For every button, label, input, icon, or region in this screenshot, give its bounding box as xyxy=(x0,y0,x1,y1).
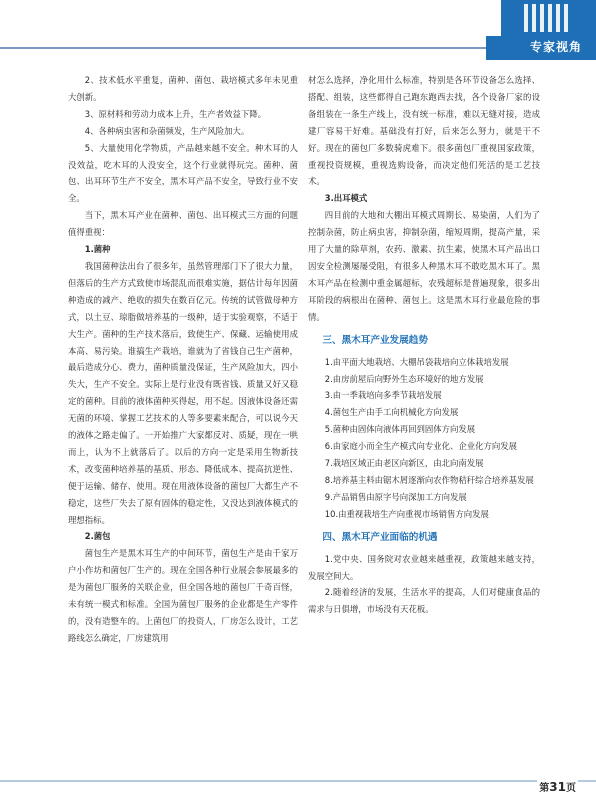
page-number-value: 31 xyxy=(549,780,566,794)
paragraph: 菌包生产是黑木耳生产的中间环节，菌包生产是由千家万户小作坊和菌包厂生产的。现在全国各种行业展会参展最多的是为菌包厂服务的关联企业，但全国各地的菌包厂千奇百怪，未有统一模式和标准。全国为菌包厂服务的企业都是生产零件的，没有造整车的。上菌包厂的投资人，厂房怎么设计，工艺路线怎么确定，厂房建筑用 xyxy=(68,548,298,643)
paragraph: 四目前的大地和大棚出耳模式周期长、易染菌，人们为了控制杂菌，防止病虫害，抑制杂菌，缩短周期，提高产量，采用了大量的除草剂，农药、激素、抗生素，使黑木耳产品出口因安全检测屡屡受阻，有很多人种黑木耳不敢吃黑木耳了。黑木耳产品在检测中重金属超标，农残超标是普遍现象，很多出耳阶段的病根出在菌种、菌包上。这是黑木耳行业最危险的事情。 xyxy=(308,210,540,322)
section-heading: 1.菌种 xyxy=(84,244,111,255)
paragraph: 7.栽培区域正由老区向新区，由北向南发展 xyxy=(324,458,484,469)
paragraph: 8.培养基主料由锯木屑逐渐向农作物秸秆综合培养基发展 xyxy=(324,474,534,485)
page-number xyxy=(537,779,578,794)
left-text-column xyxy=(68,72,298,647)
paragraph: 1.由平面大地栽培、大棚吊袋栽培向立体栽培发展 xyxy=(324,356,509,367)
paragraph: 4、各种病虫害和杂菌频发，生产风险加大。 xyxy=(84,125,250,136)
paragraph: 2.由房前屋后向野外生态环境好的地方发展 xyxy=(324,373,484,384)
paragraph: 3.由一季栽培向多季节栽培发展 xyxy=(324,390,442,401)
section-heading: 3.出耳模式 xyxy=(324,193,368,204)
paragraph: 5.菌种由固体向液体再回到固体方向发展 xyxy=(324,424,476,435)
paragraph: 10.由重视栽培生产向重视市场销售方向发展 xyxy=(324,508,489,519)
header-rule xyxy=(0,36,596,60)
page-suffix: 页 xyxy=(566,783,576,794)
page-header xyxy=(0,0,596,60)
right-text-column xyxy=(308,72,540,618)
paragraph: 5、大量使用化学物质，产品越来越不安全。种木耳的人没效益，吃木耳的人没安全，这个行业就得玩完。菌种、菌包、出耳环节生产不安全，黑木耳产品不安全，导致行业不安全。 xyxy=(68,142,298,204)
paragraph: 4.菌包生产由手工向机械化方向发展 xyxy=(324,407,459,418)
section-heading: 三、黑木耳产业发展趋势 xyxy=(322,334,428,346)
paragraph: 1.党中央、国务院对农业越来越重视，政策越来越支持，发展空间大。 xyxy=(308,553,540,581)
paragraph: 2.随着经济的发展，生活水平的提高，人们对健康食品的需求与日俱增，市场没有天花板。 xyxy=(308,587,540,615)
paragraph: 2、技术低水平重复，菌种、菌包、栽培模式多年未见重大创新。 xyxy=(68,75,298,102)
paragraph: 3、原材料和劳动力成本上升，生产者效益下降。 xyxy=(84,108,266,119)
paragraph: 6.由家庭小而全生产模式向专业化、企业化方向发展 xyxy=(324,441,518,452)
section-heading: 四、黑木耳产业面临的机遇 xyxy=(322,531,438,543)
section-heading: 2.菌包 xyxy=(84,531,111,542)
paragraph: 材怎么选择，净化用什么标准，特别是各环节设备怎么选择、搭配、组装，这些都得自己跑东跑西去找，各个设备厂家的设备组装在一条生产线上，没有统一标准，难以无缝对接，造成建厂容易干好难。基础没有打好，后来怎么努力，就是干不好。现在的菌包厂多数骑虎难下。很多菌包厂重视国家政策，重视投资规模，重视选购设备，而决定他们死活的是工艺技术。 xyxy=(308,75,540,187)
page-prefix: 第 xyxy=(539,783,550,794)
footer-rule xyxy=(0,780,596,782)
section-title: 专家视角 xyxy=(529,40,582,54)
paragraph: 9.产品销售由原字号向深加工方向发展 xyxy=(324,491,467,502)
header-stripes-decoration xyxy=(518,4,578,32)
paragraph: 我国菌种法出台了很多年，虽然管理部门下了很大力量，但落后的生产方式致使市场混乱而很难实施，据估计每年因菌种造成的减产、绝收的损失在数百亿元。传统的试管做母种方式，以土豆、琼脂做培养基的一级种，适于实验观察，不适于大生产。菌种的生产技术落后，致使生产、保藏、运输使用成本高、易污染。谁搞生产栽培，谁就为了省钱自己生产菌种，最后造成分心、费力，菌种质量没保证，生产风险加大，四小失大，生产不安全。实际上是行业没有既省钱、质量又好又稳定的菌种。目前的液体菌种买得起，用不起。因液体设备还需无菌的环境、掌握工艺技术的人等多要素来配合，可以说今天的液体之路走偏了。一开始推广大家都反对、质疑，现在一哄而上，认为不上就落后了。以后的方向一定是采用生物新技术，改变菌种培养基的基质、形态、降低成本、提高抗逆性、便于运输、储存、使用。现在用液体设备的菌包厂大都生产不稳定，这些厂失去了原有固体的稳定性，又没达到液体模式的理想指标。 xyxy=(68,260,298,525)
paragraph: 当下，黑木耳产业在菌种、菌包、出耳模式三方面的问题值得重视： xyxy=(68,210,298,238)
